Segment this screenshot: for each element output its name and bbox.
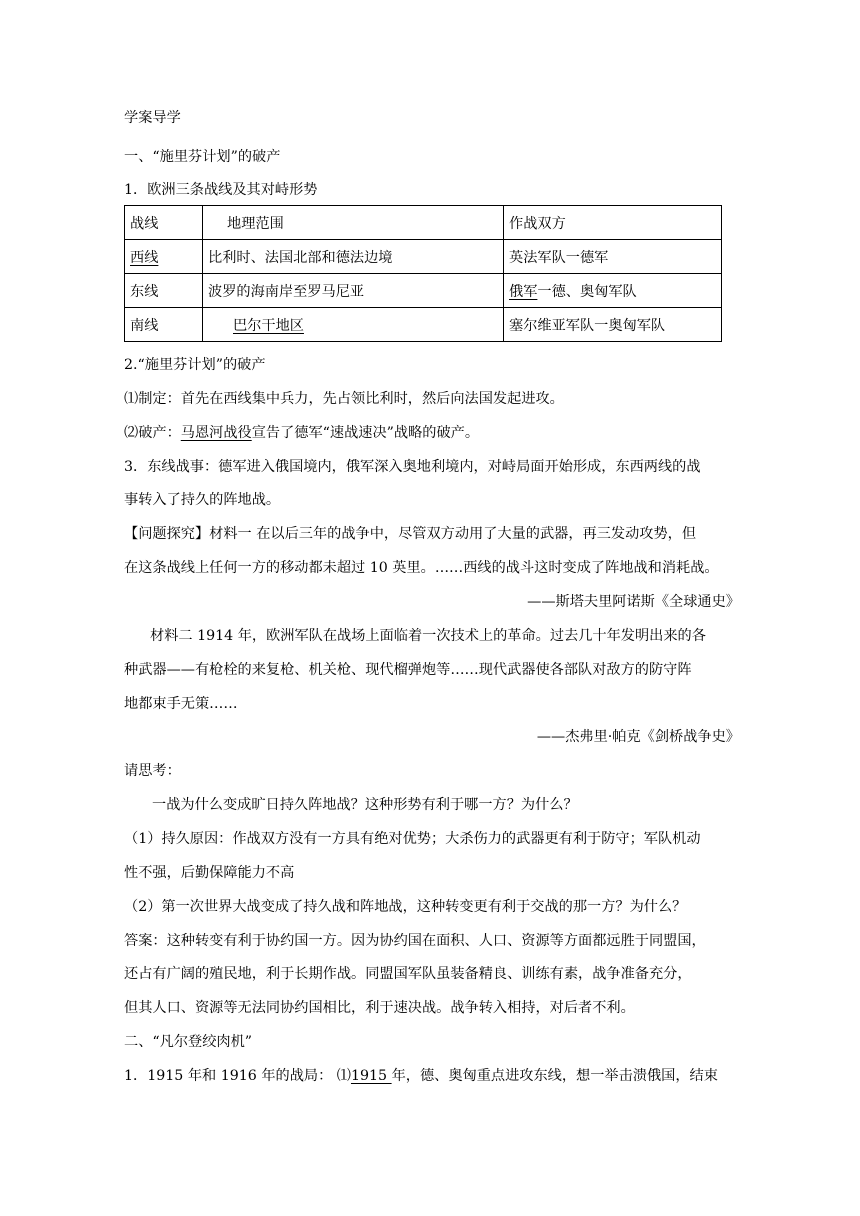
- probe-material-1: 【问题探究】材料一 在以后三年的战争中，尽管双方动用了大量的武器，再三发动攻势，但: [124, 526, 697, 542]
- answer-text: 但其人口、资源等无法同协约国相比，利于速决战。战争转入相持，对后者不利。: [124, 1000, 635, 1016]
- table-cell: 东线: [125, 274, 203, 308]
- table-row: [125, 308, 722, 342]
- table-header: 战线: [125, 206, 203, 240]
- answer-text: 答案：这种转变有利于协约国一方。因为协约国在面积、人口、资源等方面都远胜于同盟国，: [124, 933, 706, 949]
- section-1-title: 一、“施里芬计划”的破产: [124, 149, 281, 165]
- table-header-row: [125, 206, 722, 240]
- eastern-front-text: 事转入了持久的阵地战。: [124, 492, 281, 508]
- page-heading: 学案导学: [124, 110, 181, 126]
- table-cell: 巴尔干地区: [203, 308, 504, 342]
- eastern-front-text: 3．东线战事：德军进入俄国境内，俄军深入奥地利境内，对峙局面开始形成，东西两线的战: [124, 459, 701, 475]
- table-cell: 波罗的海南岸至罗马尼亚: [203, 274, 504, 308]
- table-cell: 俄军一德、奥匈军队: [504, 274, 722, 308]
- table-cell: 英法军队一德军: [504, 240, 722, 274]
- table-cell: 塞尔维亚军队一奥匈军队: [504, 308, 722, 342]
- table-row: [125, 240, 722, 274]
- answer-1: 性不强，后勤保障能力不高: [124, 865, 295, 881]
- source-citation: ——杰弗里·帕克《剑桥战争史》: [536, 729, 740, 745]
- table-header: 作战双方: [504, 206, 722, 240]
- table-cell: 西线: [125, 240, 203, 274]
- material-2: 地都束手无策……: [124, 696, 238, 712]
- probe-material-1: 在这条战线上任何一方的移动都未超过 10 英里。……西线的战斗这时变成了阵地战和消耗战。: [124, 560, 719, 576]
- section-2-item-1: 1．1915 年和 1916 年的战局： ⑴1915 年，德、奥匈重点进攻东线，想一举击溃俄国，结束: [124, 1068, 718, 1084]
- material-2: 种武器——有枪栓的来复枪、机关枪、现代榴弹炮等……现代武器使各部队对敌方的防守阵: [124, 662, 692, 678]
- plan-failure: ⑵破产：马恩河战役宣告了德军“速战速决”战略的破产。: [124, 425, 480, 441]
- question-2: （2）第一次世界大战变成了持久战和阵地战，这种转变更有利于交战的那一方？为什么？: [124, 899, 687, 915]
- source-citation: ——斯塔夫里阿诺斯《全球通史》: [527, 594, 740, 610]
- front-lines-table: [124, 205, 722, 342]
- section-2-title: 二、“凡尔登绞肉机”: [124, 1034, 253, 1050]
- table-cell: 比利时、法国北部和德法边境: [203, 240, 504, 274]
- answer-text: 还占有广阔的殖民地，利于长期作战。同盟国军队虽装备精良、训练有素，战争准备充分，: [124, 966, 692, 982]
- think-label: 请思考：: [124, 763, 181, 779]
- answer-1: （1）持久原因：作战双方没有一方具有绝对优势；大杀伤力的武器更有利于防守；军队机动: [124, 831, 701, 847]
- table-row: [125, 274, 722, 308]
- item-1-heading: 1．欧洲三条战线及其对峙形势: [124, 182, 318, 198]
- question: 一战为什么变成旷日持久阵地战？这种形势有利于哪一方？为什么？: [152, 797, 578, 813]
- material-2: 材料二 1914 年，欧洲军队在战场上面临着一次技术上的革命。过去几十年发明出来的各: [150, 628, 706, 644]
- plan-formulation: ⑴制定：首先在西线集中兵力，先占领比利时，然后向法国发起进攻。: [124, 391, 564, 407]
- table-cell: 南线: [125, 308, 203, 342]
- item-2-heading: 2.“施里芬计划”的破产: [124, 357, 266, 373]
- table-header: 地理范围: [203, 206, 504, 240]
